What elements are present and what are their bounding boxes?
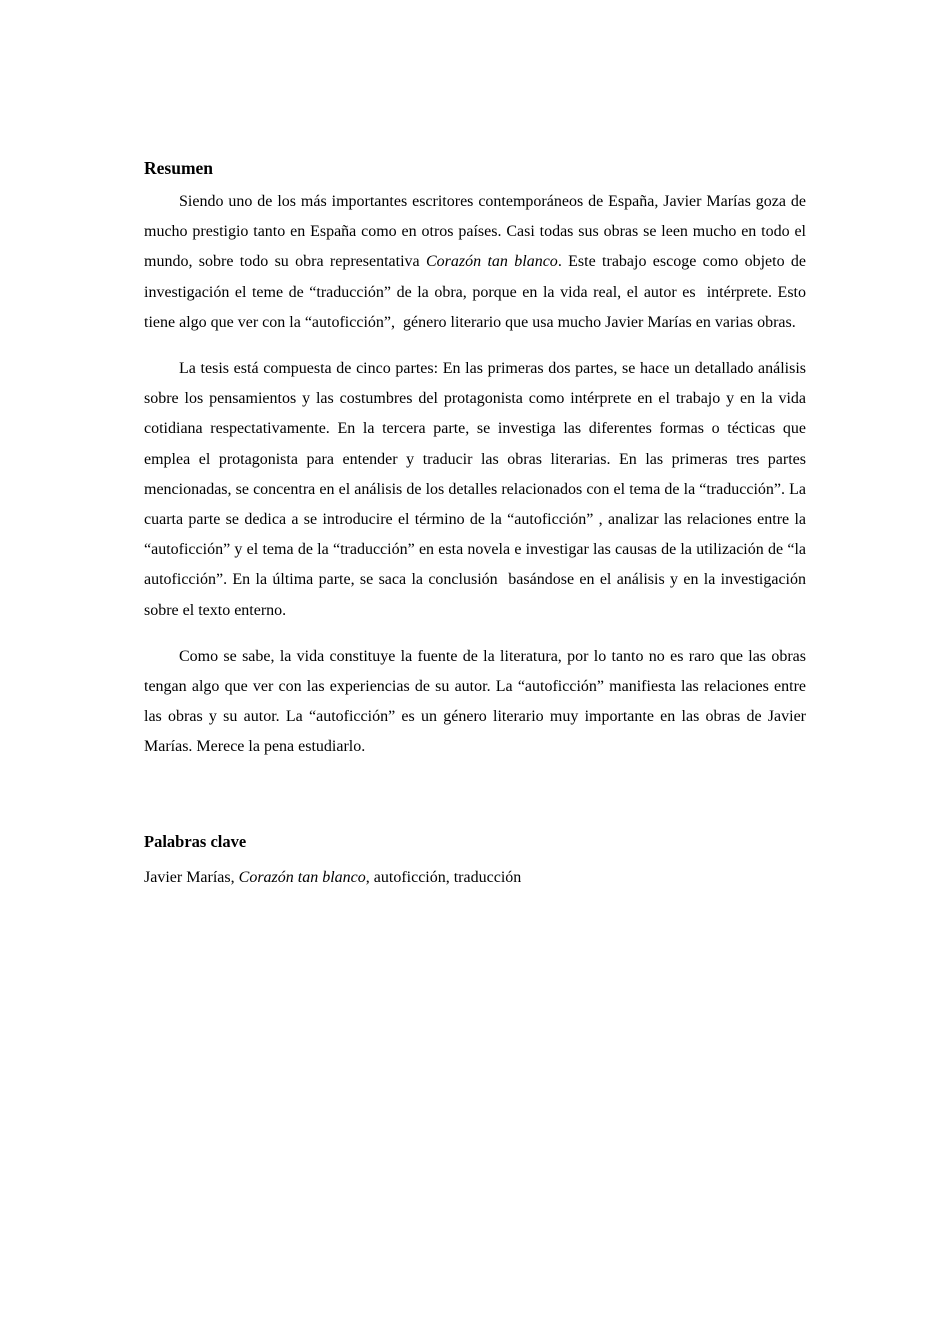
keyword-work-title: Corazón tan blanco (238, 868, 366, 886)
abstract-paragraph-2: La tesis está compuesta de cinco partes: En las primeras dos partes, se hace un detallado análisis sobre los pensamientos y las costumbres del protagonista como intérprete en el trabajo y en la vida cotidiana respectativamente. En la tercera parte, se investiga las diferentes formas o técticas que emplea el protagonista para entender y traducir las obras literarias. En las primeras tres partes mencionadas, se concentra en el análisis de los detalles relacionados con el tema de la “traducción”. La cuarta parte se dedica a se introducire el término de la “autoficción” , analizar las relaciones entre la “autoficción” y el tema de la “traducción” en esta novela e investigar las causas de la utilización de “la autoficción”. En la última parte, se saca la conclusión basándose en el análisis y en la investigación sobre el texto enterno. (144, 360, 810, 619)
paragraph-1-text-b: . Este trabajo escoge como objeto de investigación el teme de “traducción” de la obra, porque en la vida real, el autor es intérprete. Esto tiene algo que ver con la “autoficción”, género literario que usa mucho Javier Marías en varias obras. (144, 253, 811, 331)
keywords-heading: Palabras clave (144, 831, 247, 851)
document-page (144, 155, 811, 891)
keyword-author: Javier Marías, (144, 868, 239, 886)
keyword-rest: , autoficción, traducción (365, 868, 522, 886)
abstract-heading: Resumen (144, 158, 214, 178)
paragraph-1-text-a: Siendo uno de los más importantes escritores contemporáneos de España, Javier Marías goza de mucho prestigio tanto en España como en otros países. Casi todas sus obras se leen mucho en todo el mundo, sobre todo su obra representativa (144, 193, 810, 271)
keywords-line (144, 865, 806, 891)
abstract-paragraph-1 (144, 187, 811, 338)
abstract-paragraph-3: Como se sabe, la vida constituye la fuente de la literatura, por lo tanto no es raro que las obras tengan algo que ver con las experiencias de su autor. La “autoficción” manifiesta las relaciones entre las obras y su autor. La “autoficción” es un género literario muy importante en las obras de Javier Marías. Merece la pena estudiarlo. (144, 647, 810, 756)
work-title-italic: Corazón tan blanco (426, 253, 558, 271)
